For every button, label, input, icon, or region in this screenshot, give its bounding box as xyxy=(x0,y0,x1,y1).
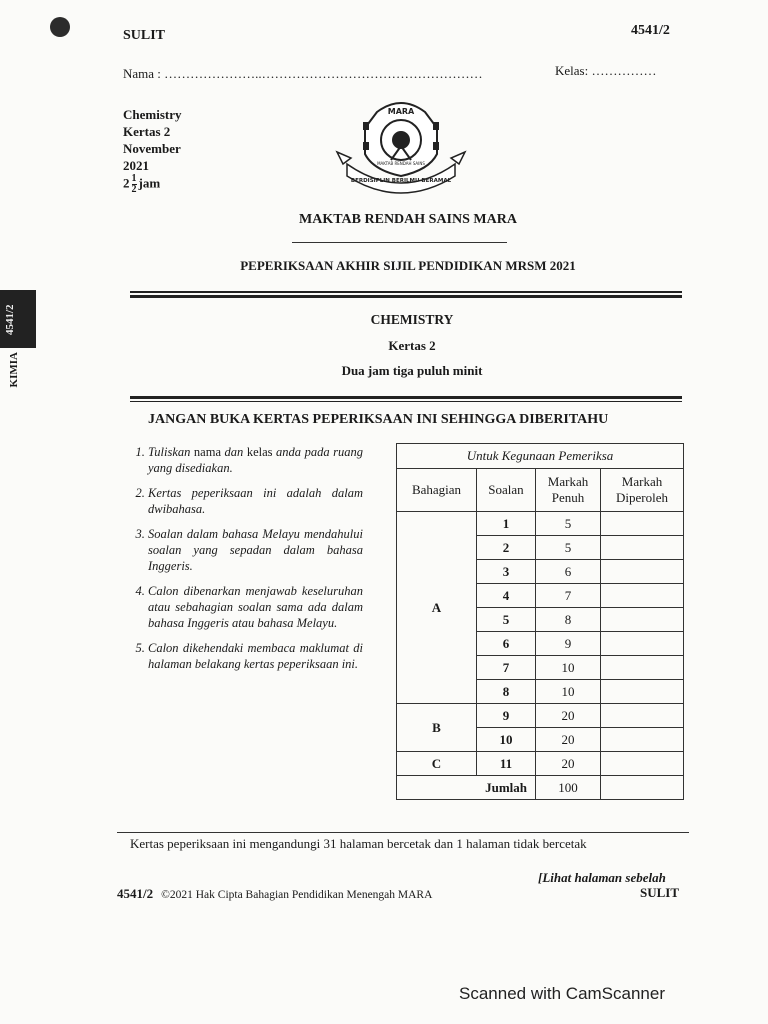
row-full-marks: 10 xyxy=(536,656,601,680)
double-rule-bottom-2 xyxy=(130,401,682,402)
meta-duration xyxy=(123,174,182,195)
row-question: 10 xyxy=(477,728,536,752)
table-row xyxy=(397,752,684,776)
section-a: A xyxy=(397,512,477,704)
row-question: 8 xyxy=(477,680,536,704)
instruction-2: 2. Kertas peperiksaan ini adalah dalam dwibahasa. xyxy=(148,485,363,517)
col-markah-diperoleh: Markah Diperoleh xyxy=(601,469,684,512)
row-obtained-marks[interactable] xyxy=(601,752,684,776)
side-tab-code: 4541/2 xyxy=(4,304,16,336)
row-obtained-marks[interactable] xyxy=(601,632,684,656)
table-total-row xyxy=(397,776,684,800)
logo-top-text: MARA xyxy=(387,107,415,116)
row-obtained-marks[interactable] xyxy=(601,560,684,584)
instruction-3: 3. Soalan dalam bahasa Melayu mendahului soalan yang sepadan dalam bahasa Inggeris. xyxy=(148,526,363,574)
row-obtained-marks[interactable] xyxy=(601,608,684,632)
scanner-watermark: Scanned with CamScanner xyxy=(459,984,666,1003)
row-question: 11 xyxy=(477,752,536,776)
row-obtained-marks[interactable] xyxy=(601,680,684,704)
row-question: 9 xyxy=(477,704,536,728)
meta-month: November xyxy=(123,141,181,156)
table-caption: Untuk Kegunaan Pemeriksa xyxy=(397,444,684,469)
col-markah-penuh: Markah Penuh xyxy=(536,469,601,512)
row-obtained-marks[interactable] xyxy=(601,512,684,536)
row-full-marks: 5 xyxy=(536,536,601,560)
warning-title: JANGAN BUKA KERTAS PEPERIKSAAN INI SEHINGGA DIBERITAHU xyxy=(148,412,609,427)
duration-whole: 2 xyxy=(123,175,130,191)
double-rule-bottom-1 xyxy=(130,396,682,399)
next-page-note: [Lihat halaman sebelah xyxy=(538,870,666,885)
row-obtained-marks[interactable] xyxy=(601,704,684,728)
section-b: B xyxy=(397,704,477,752)
row-full-marks: 20 xyxy=(536,752,601,776)
row-question: 2 xyxy=(477,536,536,560)
meta-paper: Kertas 2 xyxy=(123,124,171,139)
footer-divider xyxy=(117,832,689,833)
instruction-1: 1. Tuliskan nama dan kelas anda pada ruang yang disediakan. xyxy=(148,444,363,476)
row-obtained-marks[interactable] xyxy=(601,536,684,560)
row-full-marks: 20 xyxy=(536,704,601,728)
sulit-label-top: SULIT xyxy=(123,28,166,43)
paper-title: Kertas 2 xyxy=(388,338,436,353)
footer-code: 4541/2 xyxy=(117,886,154,901)
instructions-list xyxy=(131,444,363,681)
row-full-marks: 7 xyxy=(536,584,601,608)
row-obtained-marks[interactable] xyxy=(601,656,684,680)
duration-title: Dua jam tiga puluh minit xyxy=(341,363,483,378)
logo-inner-text: MAKTAB RENDAH SAINS xyxy=(377,161,425,166)
examiner-score-table xyxy=(396,443,684,800)
copyright-line xyxy=(117,886,432,902)
title-divider xyxy=(292,242,507,243)
duration-den: 2 xyxy=(131,184,137,195)
logo-ribbon-text: BERDISIPLIN BERILMU BERAMAL xyxy=(350,178,452,184)
nama-field[interactable]: Nama : …………………..…………………………………………… xyxy=(123,66,483,81)
row-obtained-marks[interactable] xyxy=(601,728,684,752)
duration-num: 1 xyxy=(131,173,137,184)
row-question: 7 xyxy=(477,656,536,680)
meta-year: 2021 xyxy=(123,158,149,173)
instruction-4: 4. Calon dibenarkan menjawab keseluruhan atau sebahagian soalan sama ada dalam bahasa Inggeris atau bahasa Melayu. xyxy=(148,583,363,631)
row-question: 5 xyxy=(477,608,536,632)
row-question: 4 xyxy=(477,584,536,608)
row-question: 1 xyxy=(477,512,536,536)
row-full-marks: 20 xyxy=(536,728,601,752)
total-label: Jumlah xyxy=(397,776,536,800)
mrsm-logo xyxy=(333,98,469,196)
copyright-text: ©2021 Hak Cipta Bahagian Pendidikan Menengah MARA xyxy=(161,889,433,901)
col-bahagian: Bahagian xyxy=(397,469,477,512)
row-question: 3 xyxy=(477,560,536,584)
pages-note: Kertas peperiksaan ini mengandungi 31 halaman bercetak dan 1 halaman tidak bercetak xyxy=(130,836,587,851)
sulit-label-bottom: SULIT xyxy=(640,885,680,900)
row-full-marks: 9 xyxy=(536,632,601,656)
table-row xyxy=(397,704,684,728)
section-c: C xyxy=(397,752,477,776)
duration-fraction xyxy=(132,174,137,195)
row-full-marks: 10 xyxy=(536,680,601,704)
meta-subject: Chemistry xyxy=(123,107,182,122)
col-soalan: Soalan xyxy=(477,469,536,512)
double-rule-top-1 xyxy=(130,291,682,293)
table-row xyxy=(397,512,684,536)
side-tab-subject: KIMIA xyxy=(8,352,20,388)
row-question: 6 xyxy=(477,632,536,656)
instruction-5: 5. Calon dikehendaki membaca maklumat di halaman belakang kertas peperiksaan ini. xyxy=(148,640,363,672)
paper-code-top: 4541/2 xyxy=(631,23,670,38)
institution-title: MAKTAB RENDAH SAINS MARA xyxy=(299,212,517,227)
punch-hole xyxy=(50,17,70,37)
instruction-1-nama: nama xyxy=(193,445,221,459)
duration-unit: jam xyxy=(138,175,161,191)
paper-meta xyxy=(123,106,182,195)
double-rule-top-2 xyxy=(130,295,682,298)
instruction-1-kelas: kelas xyxy=(246,445,273,459)
subject-title: CHEMISTRY xyxy=(370,312,454,327)
total-full-marks: 100 xyxy=(536,776,601,800)
kelas-field[interactable]: Kelas: …………… xyxy=(555,63,657,78)
total-obtained-marks[interactable] xyxy=(601,776,684,800)
row-full-marks: 6 xyxy=(536,560,601,584)
row-obtained-marks[interactable] xyxy=(601,584,684,608)
row-full-marks: 8 xyxy=(536,608,601,632)
row-full-marks: 5 xyxy=(536,512,601,536)
exam-title: PEPERIKSAAN AKHIR SIJIL PENDIDIKAN MRSM 2021 xyxy=(240,258,576,273)
